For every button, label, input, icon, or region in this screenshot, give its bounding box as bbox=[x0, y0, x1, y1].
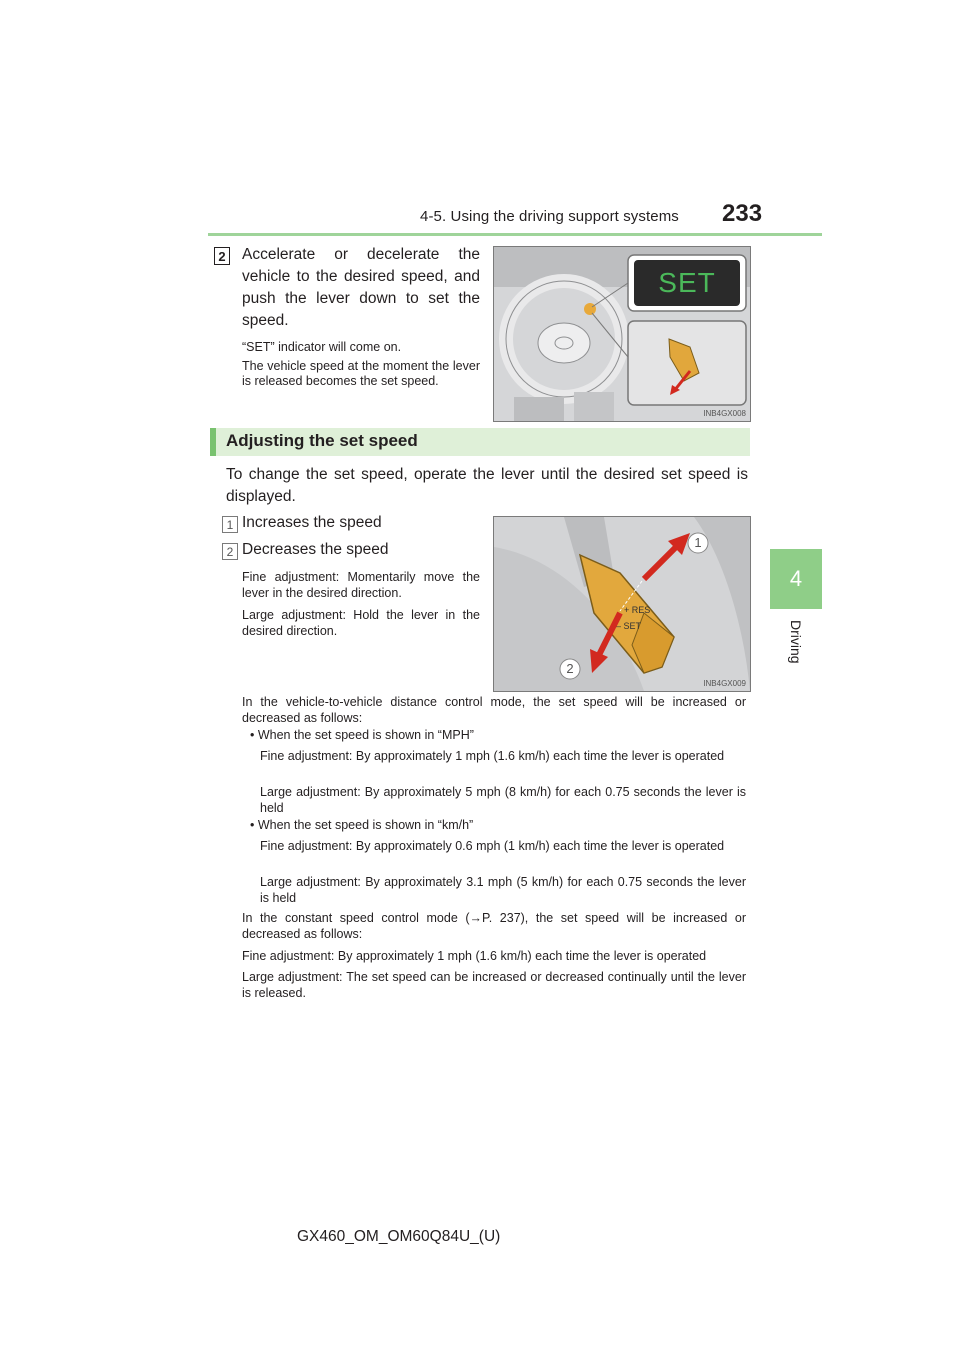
figure-code: INB4GX008 bbox=[703, 409, 746, 418]
constant-fine-adjustment: Fine adjustment: By approximately 1 mph (1.6 km/h) each time the lever is operated bbox=[242, 949, 707, 963]
callout-2: 2 bbox=[566, 661, 574, 676]
mph-fine-adjustment: Fine adjustment: By approximately 1 mph (1.6 km/h) each time the lever is operated bbox=[260, 749, 725, 763]
fine-adjustment-note: Fine adjustment: Momentarily move the lever in the desired direction. bbox=[242, 570, 480, 600]
chapter-number: 4 bbox=[789, 566, 803, 591]
page-number: 233 bbox=[722, 200, 763, 227]
adjusting-intro: To change the set speed, operate the lever until the desired set speed is displayed. bbox=[226, 466, 748, 505]
constant-large-adjustment: Large adjustment: The set speed can be increased or decreased continually until the lever is released. bbox=[242, 970, 746, 1000]
constant-mode-intro: In the constant speed control mode (→P. 237), the set speed will be increased or decreased as follows: bbox=[242, 911, 746, 941]
bullet-mph: • When the set speed is shown in “MPH” bbox=[250, 728, 474, 742]
section-heading: Adjusting the set speed bbox=[226, 431, 418, 450]
section-title: 4-5. Using the driving support systems bbox=[420, 208, 679, 225]
set-indicator-figure bbox=[493, 246, 751, 422]
step-number-badge: 2 bbox=[214, 247, 230, 265]
set-indicator-text: SET bbox=[658, 267, 716, 298]
kmh-fine-adjustment: Fine adjustment: By approximately 0.6 mph (1 km/h) each time the lever is operated bbox=[260, 839, 725, 853]
item-decrease: Decreases the speed bbox=[242, 541, 389, 558]
item-increase: Increases the speed bbox=[242, 514, 382, 531]
item-badge-2: 2 bbox=[222, 543, 238, 560]
header-rule bbox=[208, 233, 822, 236]
document-code: GX460_OM_OM60Q84U_(U) bbox=[297, 1228, 501, 1245]
step-note-set-speed: The vehicle speed at the moment the lever is released becomes the set speed. bbox=[242, 359, 480, 388]
mph-large-adjustment: Large adjustment: By approximately 5 mph (8 km/h) for each 0.75 seconds the lever is held bbox=[260, 785, 746, 815]
item-badge-1: 1 bbox=[222, 516, 238, 533]
svg-text:– SET: – SET bbox=[616, 621, 642, 631]
figure-code: INB4GX009 bbox=[703, 679, 746, 688]
step-note-indicator: “SET” indicator will come on. bbox=[242, 340, 402, 354]
step-instruction: Accelerate or decelerate the vehicle to the desired speed, and push the lever down to set the speed. “SET” indicator will come on. The vehicle speed at the moment the lever is released becomes the set speed. bbox=[242, 246, 480, 388]
svg-text:+ RES: + RES bbox=[624, 605, 651, 615]
lever-illustration bbox=[494, 517, 750, 691]
large-adjustment-note: Large adjustment: Hold the lever in the desired direction. bbox=[242, 608, 480, 638]
kmh-large-adjustment: Large adjustment: By approximately 3.1 mph (5 km/h) for each 0.75 seconds the lever is held bbox=[260, 875, 746, 905]
chapter-label: Driving bbox=[788, 620, 804, 664]
lever-figure bbox=[493, 516, 751, 692]
bullet-kmh: • When the set speed is shown in “km/h” bbox=[250, 818, 474, 832]
distance-mode-intro: In the vehicle-to-vehicle distance control mode, the set speed will be increased or decreased as follows: bbox=[242, 695, 746, 725]
callout-1: 1 bbox=[694, 535, 702, 550]
